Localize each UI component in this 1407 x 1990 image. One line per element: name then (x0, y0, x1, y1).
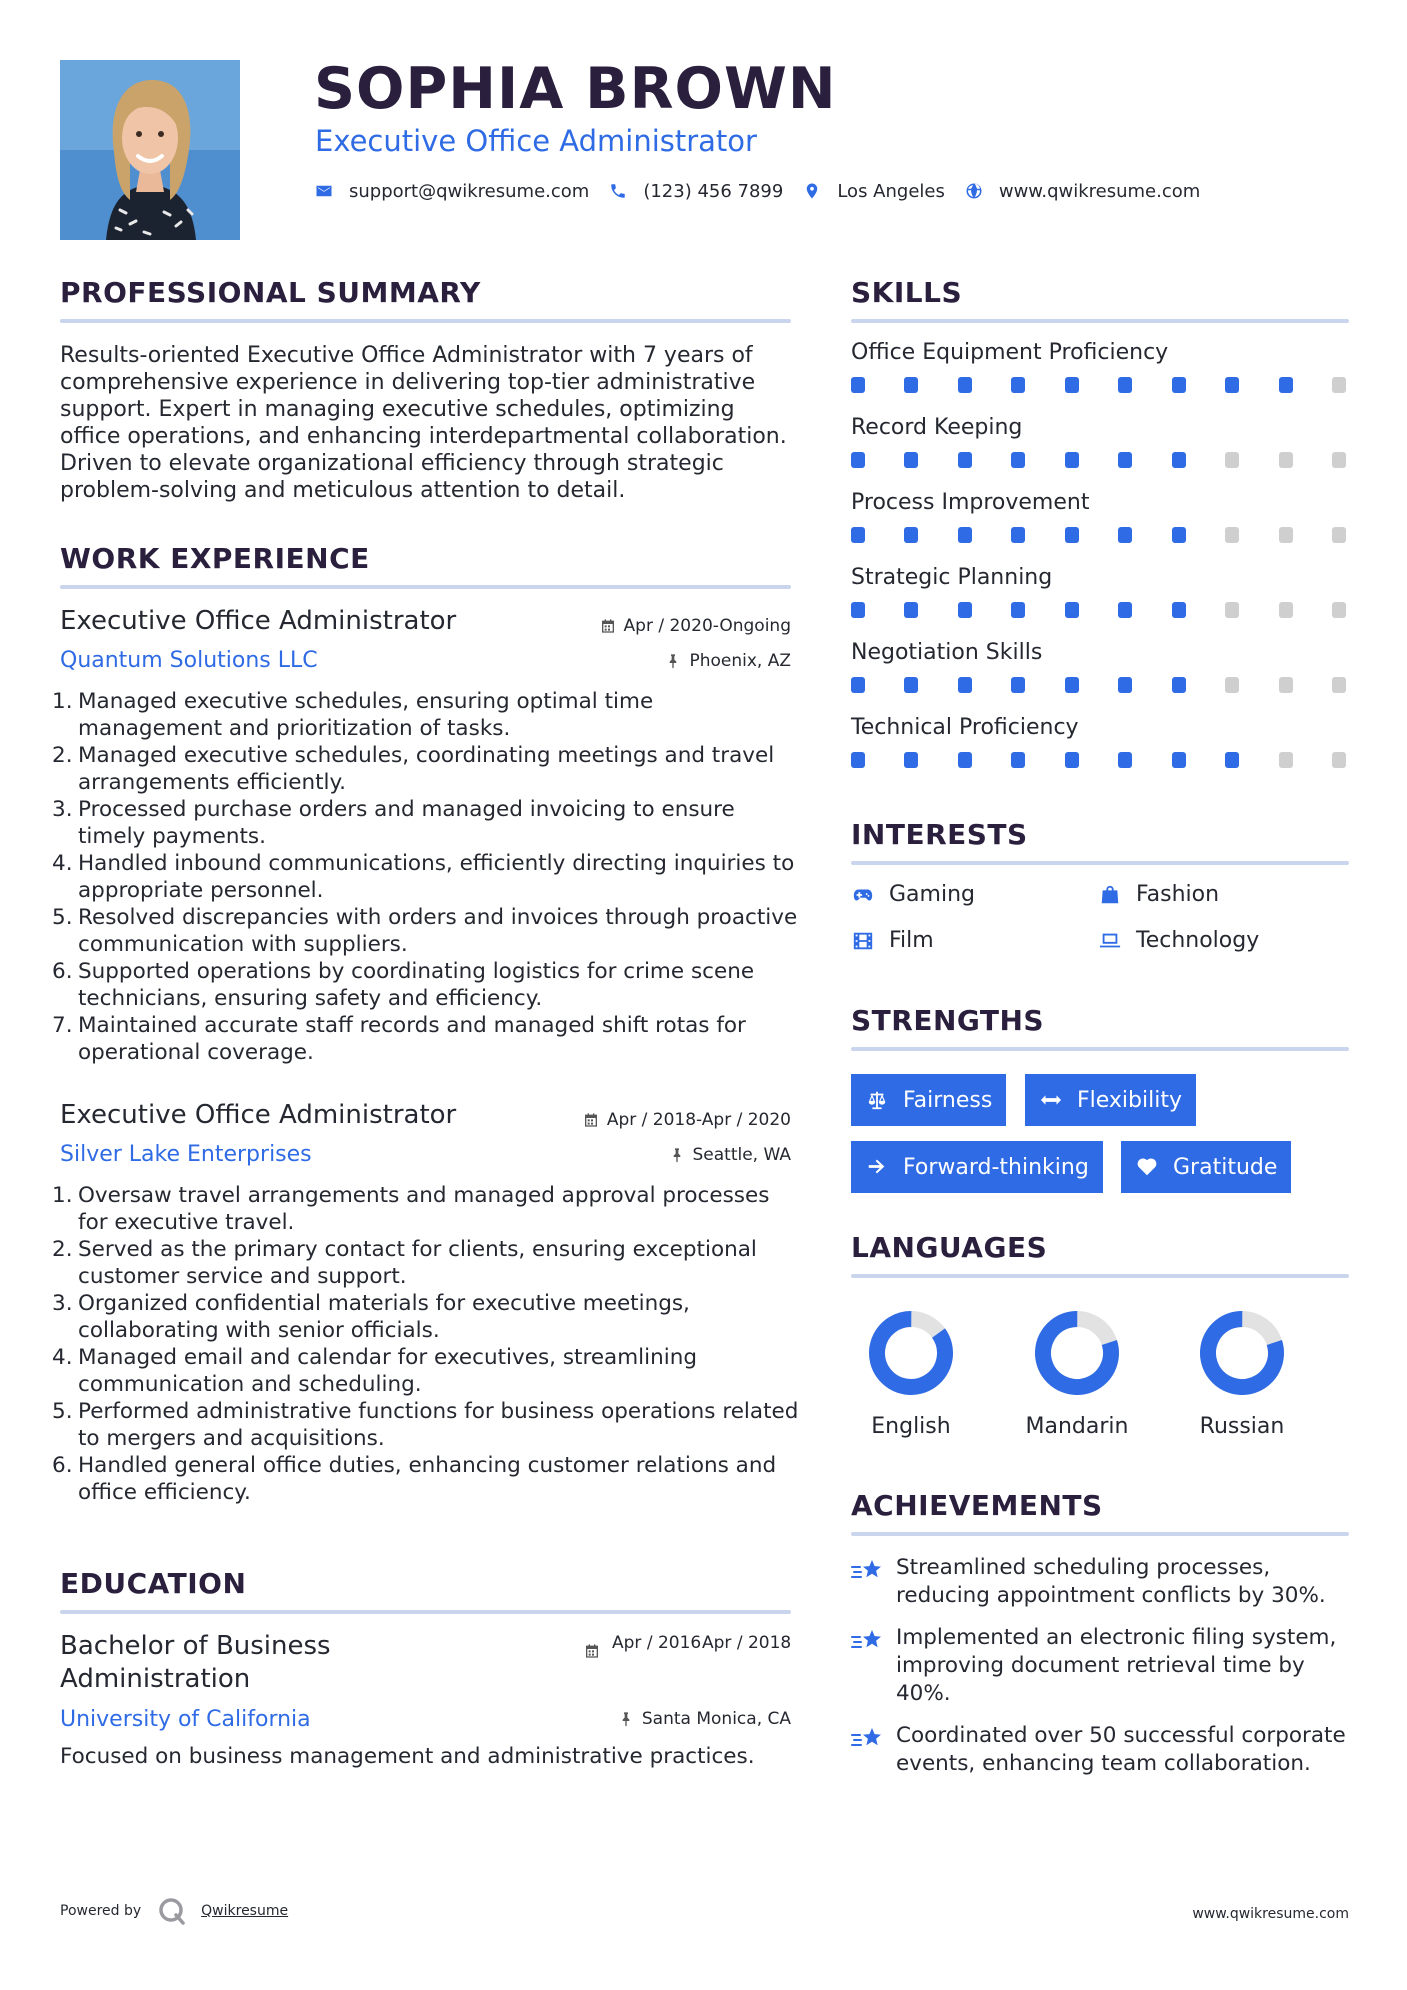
skill-dot-filled (958, 677, 972, 693)
skill-dot-filled (1118, 677, 1132, 693)
interest-technology (1098, 928, 1259, 953)
skill-dot-filled (904, 602, 918, 618)
calendar-icon (583, 1112, 599, 1128)
skill-dot-filled (904, 677, 918, 693)
skill-dot-filled (1065, 377, 1079, 393)
skill-dot-filled (904, 752, 918, 768)
list-item: Maintained accurate staff records and managed shift rotas for operational coverage. (78, 1013, 746, 1065)
education-location (618, 1709, 791, 1729)
job-dates (600, 616, 791, 636)
strength-badge-forward-thinking (851, 1141, 1103, 1193)
achievement-text: Implemented an electronic filing system, improving document retrieval time by 40%. (896, 1625, 1337, 1706)
interest-film (851, 928, 934, 953)
powered-by-label: Powered by (60, 1903, 142, 1919)
phone-icon (609, 182, 627, 200)
job-title: Executive Office Administrator (60, 606, 457, 636)
skill-dot-filled (1279, 377, 1293, 393)
skill-name: Record Keeping (851, 415, 1023, 440)
film-icon (851, 930, 875, 952)
footer-powered-by (60, 1896, 288, 1926)
shooting-star-icon (851, 1628, 885, 1654)
contact-email[interactable] (315, 181, 589, 202)
education-end: Apr / 2018 (702, 1633, 792, 1653)
skill-dot-empty (1332, 752, 1346, 768)
achievement-item (851, 1554, 1351, 1610)
job-bullets (78, 1182, 800, 1506)
pushpin-icon (665, 653, 681, 669)
skill-dot-filled (958, 602, 972, 618)
calendar-icon (600, 618, 616, 634)
skill-row (851, 415, 1349, 470)
skill-dot-filled (958, 527, 972, 543)
skill-dot-filled (1011, 752, 1025, 768)
degree-title: Bachelor of Business Administration (60, 1631, 331, 1694)
achievements-heading: ACHIEVEMENTS (851, 1489, 1103, 1522)
skill-dot-empty (1332, 527, 1346, 543)
strength-label: Fairness (903, 1087, 993, 1113)
language-donut (866, 1308, 956, 1398)
language-name: Russian (1199, 1414, 1285, 1439)
job-location-text: Phoenix, AZ (689, 651, 791, 671)
skill-name: Technical Proficiency (851, 715, 1079, 740)
list-item: Resolved discrepancies with orders and invoices through proactive communication with suppliers. (78, 905, 798, 957)
skill-dot-filled (1172, 377, 1186, 393)
job-location (665, 651, 791, 671)
donut-fill (1034, 1310, 1120, 1396)
interest-label: Gaming (889, 882, 975, 907)
interest-label: Fashion (1136, 882, 1220, 907)
skill-row (851, 640, 1349, 695)
skills-divider (851, 319, 1349, 323)
strength-badge-gratitude (1121, 1141, 1291, 1193)
language-donut (1032, 1308, 1122, 1398)
list-item: Supported operations by coordinating logistics for crime scene technicians, ensuring safety and efficiency. (78, 959, 755, 1011)
skill-dot-empty (1332, 377, 1346, 393)
language-item (841, 1308, 981, 1439)
skill-dot-filled (851, 602, 865, 618)
summary-text: Results-oriented Executive Office Administrator with 7 years of comprehensive experience in delivering top-tier administrative support. Expert in managing executive schedules, optimizing office operations, and enhancing interdepartmental collaboration. Driven to elevate organizational efficiency through strategic problem-solving and meticulous attention to detail. (60, 343, 787, 503)
contact-website[interactable] (965, 181, 1200, 202)
skill-dot-empty (1225, 527, 1239, 543)
education-location-text: Santa Monica, CA (641, 1709, 791, 1729)
skill-dot-filled (1118, 527, 1132, 543)
candidate-title: Executive Office Administrator (315, 124, 757, 158)
skill-dot-filled (1011, 377, 1025, 393)
languages-divider (851, 1274, 1349, 1278)
skill-row (851, 715, 1349, 770)
skill-dot-filled (851, 527, 865, 543)
envelope-icon (315, 182, 333, 200)
qwikresume-logo-icon (157, 1896, 187, 1926)
location-text: Los Angeles (837, 180, 945, 202)
list-item: Handled general office duties, enhancing customer relations and office efficiency. (78, 1453, 777, 1505)
job-dates-text: Apr / 2020-Ongoing (623, 616, 791, 636)
languages-heading: LANGUAGES (851, 1231, 1048, 1264)
laptop-icon (1098, 930, 1122, 952)
skill-level-dots (851, 602, 1349, 620)
skill-dot-filled (1172, 452, 1186, 468)
skill-dot-filled (1172, 527, 1186, 543)
education-heading: EDUCATION (60, 1567, 247, 1600)
skill-row (851, 340, 1349, 395)
skill-dot-filled (1118, 377, 1132, 393)
language-donut (1197, 1308, 1287, 1398)
company-name: Quantum Solutions LLC (60, 648, 318, 673)
skill-dot-empty (1279, 752, 1293, 768)
skill-level-dots (851, 452, 1349, 470)
skill-dot-empty (1225, 602, 1239, 618)
interest-gaming (851, 882, 975, 907)
skill-dot-empty (1279, 602, 1293, 618)
skill-dot-filled (1065, 752, 1079, 768)
skill-dot-filled (1118, 452, 1132, 468)
skill-dot-empty (1225, 677, 1239, 693)
list-item: Managed executive schedules, coordinating meetings and travel arrangements efficiently. (78, 743, 775, 795)
skill-dot-filled (958, 377, 972, 393)
language-item (1007, 1308, 1147, 1439)
skill-dot-filled (1118, 752, 1132, 768)
summary-divider (60, 319, 791, 323)
skill-dot-filled (1011, 677, 1025, 693)
achievement-text: Streamlined scheduling processes, reducing appointment conflicts by 30%. (896, 1555, 1326, 1608)
skill-dot-filled (904, 527, 918, 543)
list-item: Managed email and calendar for executives, streamlining communication and scheduling. (78, 1345, 697, 1397)
skill-dot-empty (1279, 677, 1293, 693)
skill-dot-filled (1172, 752, 1186, 768)
strength-badge-fairness (851, 1074, 1006, 1126)
candidate-name: SOPHIA BROWN (314, 56, 837, 122)
footer-website[interactable]: www.qwikresume.com (1192, 1906, 1349, 1922)
skill-dot-filled (1225, 377, 1239, 393)
interest-label: Film (889, 928, 934, 953)
skill-dot-empty (1332, 452, 1346, 468)
job-location-text: Seattle, WA (692, 1145, 791, 1165)
skill-dot-filled (851, 752, 865, 768)
skill-name: Negotiation Skills (851, 640, 1043, 665)
skill-dot-empty (1332, 677, 1346, 693)
education-description: Focused on business management and administrative practices. (60, 1744, 755, 1769)
interests-heading: INTERESTS (851, 818, 1028, 851)
interest-fashion (1098, 882, 1219, 907)
achievements-divider (851, 1532, 1349, 1536)
skill-dot-filled (1011, 527, 1025, 543)
skill-dot-filled (851, 677, 865, 693)
strength-label: Flexibility (1077, 1087, 1182, 1113)
strengths-heading: STRENGTHS (851, 1004, 1045, 1037)
job-dates-text: Apr / 2018-Apr / 2020 (606, 1110, 791, 1130)
shooting-star-icon (851, 1558, 885, 1584)
skill-level-dots (851, 752, 1349, 770)
gamepad-icon (851, 884, 875, 906)
skill-dot-empty (1279, 452, 1293, 468)
education-dates (584, 1633, 792, 1659)
list-item: Organized confidential materials for executive meetings, collaborating with senior officials. (78, 1291, 690, 1343)
skill-dot-filled (1118, 602, 1132, 618)
website-text: www.qwikresume.com (998, 180, 1201, 202)
skill-dot-filled (1172, 677, 1186, 693)
arrow-right-icon (865, 1156, 889, 1178)
phone-text: (123) 456 7899 (643, 180, 784, 202)
donut-fill (866, 1308, 956, 1398)
job-location (669, 1145, 792, 1165)
achievement-text: Coordinated over 50 successful corporate events, enhancing team collaboration. (896, 1723, 1346, 1776)
language-name: Mandarin (1025, 1414, 1129, 1439)
job-dates (583, 1110, 791, 1130)
list-item: Oversaw travel arrangements and managed approval processes for executive travel. (78, 1183, 770, 1235)
pushpin-icon (669, 1147, 685, 1163)
balance-scale-icon (865, 1089, 889, 1111)
skill-row (851, 490, 1349, 545)
profile-photo (60, 60, 240, 240)
email-text: support@qwikresume.com (349, 180, 590, 202)
language-name: English (871, 1414, 951, 1439)
skill-level-dots (851, 527, 1349, 545)
achievement-item (851, 1722, 1351, 1778)
skill-dot-empty (1279, 527, 1293, 543)
skill-dot-filled (1225, 752, 1239, 768)
heart-icon (1135, 1156, 1159, 1178)
calendar-icon (584, 1643, 600, 1659)
shopping-bag-icon (1098, 884, 1122, 906)
interest-label: Technology (1136, 928, 1260, 953)
skill-dot-empty (1332, 602, 1346, 618)
company-name: Silver Lake Enterprises (60, 1142, 312, 1167)
strength-badge-flexibility (1025, 1074, 1196, 1126)
interests-divider (851, 861, 1349, 865)
skill-dot-filled (851, 452, 865, 468)
language-item (1172, 1308, 1312, 1439)
skill-dot-filled (904, 377, 918, 393)
list-item: Performed administrative functions for business operations related to mergers and acquisitions. (78, 1399, 799, 1451)
skill-dot-filled (904, 452, 918, 468)
contact-location (803, 181, 945, 202)
skill-dot-filled (1011, 452, 1025, 468)
brand-link[interactable]: Qwikresume (201, 1903, 289, 1919)
arrows-horizontal-icon (1039, 1089, 1063, 1111)
skill-name: Office Equipment Proficiency (851, 340, 1169, 365)
globe-icon (965, 182, 983, 200)
shooting-star-icon (851, 1726, 885, 1752)
skill-row (851, 565, 1349, 620)
education-divider (60, 1610, 791, 1614)
skill-dot-filled (958, 752, 972, 768)
job-title: Executive Office Administrator (60, 1100, 457, 1130)
skill-dot-filled (1065, 452, 1079, 468)
experience-divider (60, 585, 791, 589)
list-item: Processed purchase orders and managed invoicing to ensure timely payments. (78, 797, 735, 849)
skill-dot-filled (851, 377, 865, 393)
skill-level-dots (851, 677, 1349, 695)
skill-dot-filled (1065, 527, 1079, 543)
skill-name: Process Improvement (851, 490, 1090, 515)
achievement-item (851, 1624, 1351, 1708)
job-bullets (78, 688, 800, 1066)
education-start: Apr / 2016 (612, 1633, 702, 1653)
skill-level-dots (851, 377, 1349, 395)
skill-dot-filled (958, 452, 972, 468)
skill-dot-filled (1172, 602, 1186, 618)
donut-fill (1199, 1310, 1285, 1396)
skill-dot-empty (1225, 452, 1239, 468)
strength-label: Gratitude (1173, 1154, 1278, 1180)
skill-dot-filled (1065, 677, 1079, 693)
summary-heading: PROFESSIONAL SUMMARY (60, 276, 481, 309)
strength-label: Forward-thinking (903, 1154, 1089, 1180)
map-pin-icon (803, 182, 821, 200)
contact-bar (315, 178, 1220, 204)
school-name: University of California (60, 1707, 311, 1732)
skills-heading: SKILLS (851, 276, 963, 309)
pushpin-icon (618, 1711, 634, 1727)
list-item: Handled inbound communications, efficiently directing inquiries to appropriate personnel. (78, 851, 795, 903)
list-item: Served as the primary contact for clients, ensuring exceptional customer service and support. (78, 1237, 757, 1289)
contact-phone[interactable] (609, 181, 783, 202)
skill-name: Strategic Planning (851, 565, 1053, 590)
skill-dot-filled (1065, 602, 1079, 618)
experience-heading: WORK EXPERIENCE (60, 542, 370, 575)
strengths-divider (851, 1047, 1349, 1051)
skill-dot-filled (1011, 602, 1025, 618)
list-item: Managed executive schedules, ensuring optimal time management and prioritization of tasks. (78, 689, 654, 741)
